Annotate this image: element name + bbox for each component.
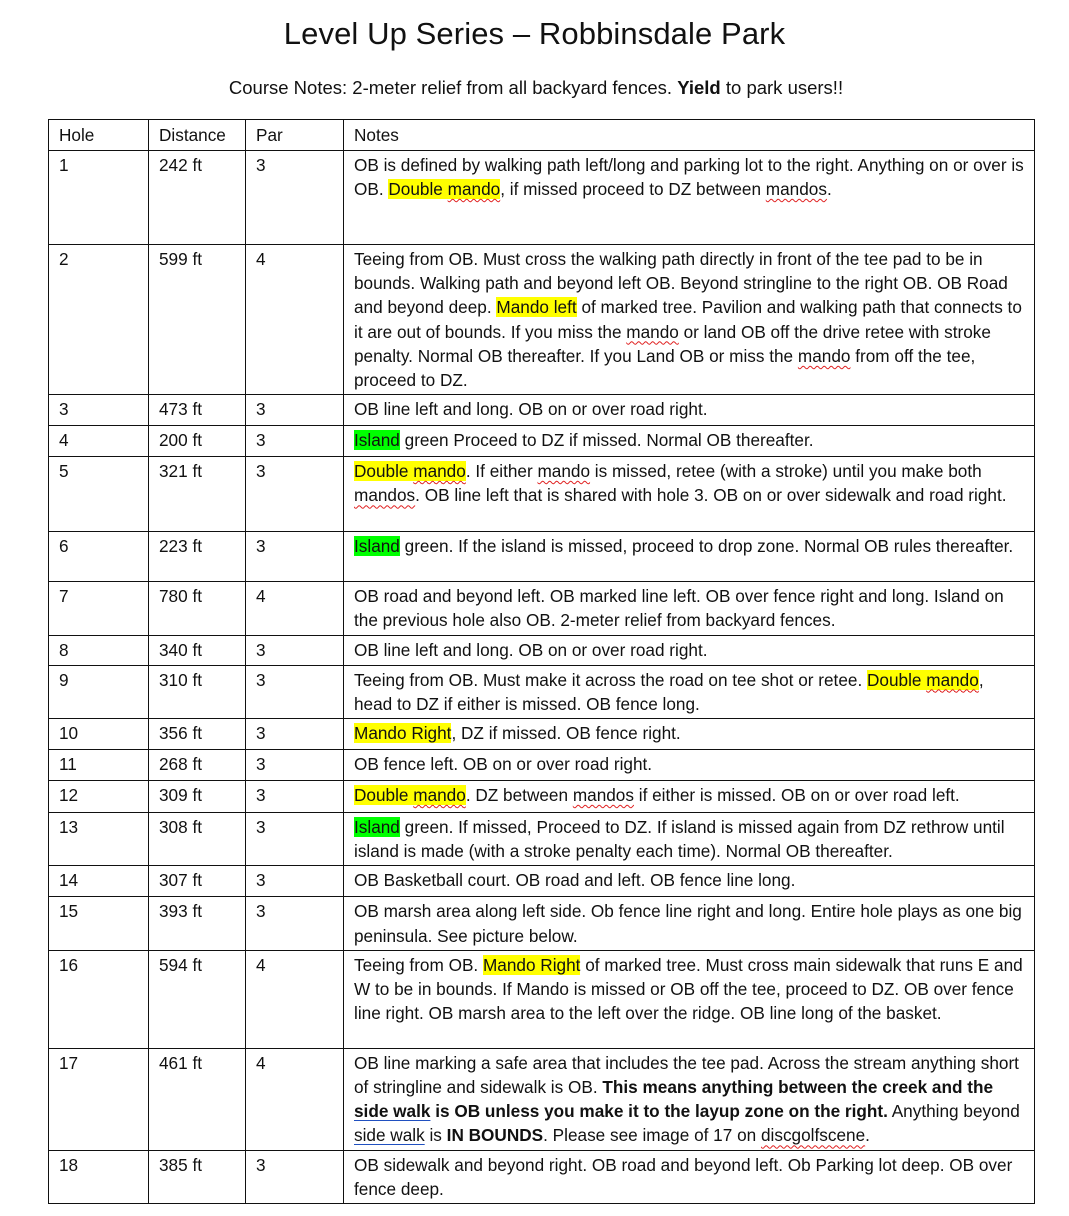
table-row: [49, 1048, 1035, 1150]
highlight-green: Island: [354, 817, 400, 838]
table-row: [49, 813, 1035, 866]
highlight-yellow: Double: [388, 179, 448, 200]
highlight-green: Island: [354, 536, 400, 557]
note-text: OB marsh area along left side. Ob fence line right and long. Entire hole plays as one big peninsula. See picture below.: [354, 901, 1022, 946]
cell-notes: [344, 1150, 1035, 1203]
cell-hole: 1: [49, 151, 149, 245]
cell-hole: 2: [49, 245, 149, 395]
note-text: side walk: [354, 1125, 425, 1146]
cell-distance: 200 ft: [149, 426, 246, 457]
highlight-yellow: Double: [354, 785, 414, 806]
note-text: mando: [797, 345, 851, 366]
table-row: [49, 245, 1035, 395]
cell-hole: 11: [49, 750, 149, 781]
cell-notes: [344, 426, 1035, 457]
cell-hole: 15: [49, 897, 149, 950]
table-row: [49, 582, 1035, 635]
cell-par: 3: [246, 813, 344, 866]
cell-hole: 7: [49, 582, 149, 635]
table-row: [49, 719, 1035, 750]
cell-distance: 594 ft: [149, 950, 246, 1048]
highlight-green: Island: [354, 430, 400, 451]
cell-par: 4: [246, 1048, 344, 1150]
cell-par: 3: [246, 665, 344, 718]
note-text: green. If the island is missed, proceed to drop zone. Normal OB rules thereafter.: [399, 536, 1014, 557]
note-text: discgolfscene: [760, 1125, 866, 1146]
cell-par: 3: [246, 151, 344, 245]
cell-notes: [344, 813, 1035, 866]
table-row: [49, 1150, 1035, 1203]
note-text: OB is defined by walking path left/long and parking lot to the right. Anything on or over is OB.: [354, 155, 1024, 200]
course-notes-bold: Yield: [677, 77, 721, 98]
cell-notes: [344, 750, 1035, 781]
note-text: of marked tree. Must cross main sidewalk that runs E and W to be in bounds. If Mando is missed or OB off the tee, proceed to DZ. OB over fence line right. OB marsh area to the left over the ridge. OB line long of the basket.: [354, 954, 1023, 1024]
table-header-row: [49, 120, 1035, 151]
cell-distance: 242 ft: [149, 151, 246, 245]
note-text: mando: [626, 321, 679, 342]
cell-par: 3: [246, 457, 344, 532]
cell-par: 3: [246, 866, 344, 897]
cell-par: 3: [246, 532, 344, 582]
header-par: Par: [246, 120, 344, 151]
header-distance: Distance: [149, 120, 246, 151]
highlight-yellow: Double: [867, 669, 927, 690]
note-text: or land OB off the drive retee with stroke penalty. Normal OB thereafter. If you Land OB or miss the: [354, 321, 991, 366]
cell-hole: 12: [49, 781, 149, 813]
note-text: is missed, retee (with a stroke) until you make both: [590, 461, 982, 482]
note-text: Teeing from OB. Must make it across the road on tee shot or retee.: [354, 669, 867, 690]
cell-notes: [344, 866, 1035, 897]
cell-par: 3: [246, 1150, 344, 1203]
table-row: [49, 635, 1035, 665]
note-text: . If either: [465, 461, 538, 482]
cell-notes: [344, 665, 1035, 718]
cell-par: 3: [246, 781, 344, 813]
note-text: Anything beyond: [887, 1101, 1020, 1122]
highlight-yellow: Mando Right: [354, 723, 452, 744]
table-row: [49, 665, 1035, 718]
cell-distance: 393 ft: [149, 897, 246, 950]
cell-hole: 3: [49, 395, 149, 426]
note-text: .: [865, 1125, 870, 1146]
cell-notes: [344, 395, 1035, 426]
note-text: . OB line left that is shared with hole 3. OB on or over sidewalk and road right.: [415, 485, 1007, 506]
note-text: of marked tree. Pavilion and walking path that connects to it are out of bounds. If you miss the: [354, 297, 1022, 342]
cell-hole: 10: [49, 719, 149, 750]
cell-notes: [344, 635, 1035, 665]
table-row: [49, 151, 1035, 245]
cell-hole: 6: [49, 532, 149, 582]
note-text: , DZ if missed. OB fence right.: [451, 723, 681, 744]
cell-distance: 268 ft: [149, 750, 246, 781]
cell-par: 3: [246, 635, 344, 665]
cell-notes: [344, 457, 1035, 532]
note-text: is: [424, 1125, 447, 1146]
table-row: [49, 866, 1035, 897]
cell-par: 4: [246, 245, 344, 395]
note-text: IN BOUNDS: [446, 1125, 544, 1146]
note-text: OB Basketball court. OB road and left. OB fence line long.: [354, 870, 796, 891]
cell-hole: 13: [49, 813, 149, 866]
highlight-yellow: mando: [447, 179, 501, 200]
note-text: . DZ between: [465, 785, 573, 806]
cell-distance: 223 ft: [149, 532, 246, 582]
note-text: mando: [537, 461, 591, 482]
cell-hole: 18: [49, 1150, 149, 1203]
note-text: . Please see image of 17 on: [543, 1125, 761, 1146]
note-text: OB line left and long. OB on or over road right.: [354, 639, 708, 660]
note-text: OB line left and long. OB on or over road right.: [354, 399, 708, 420]
cell-distance: 356 ft: [149, 719, 246, 750]
cell-notes: [344, 950, 1035, 1048]
cell-par: 3: [246, 395, 344, 426]
cell-notes: [344, 532, 1035, 582]
cell-notes: [344, 719, 1035, 750]
cell-distance: 340 ft: [149, 635, 246, 665]
note-text: green. If missed, Proceed to DZ. If island is missed again from DZ rethrow until island is made (with a stroke penalty each time). Normal OB thereafter.: [354, 817, 1005, 862]
course-notes: [0, 76, 1069, 100]
table-row: [49, 457, 1035, 532]
note-text: OB sidewalk and beyond right. OB road and beyond left. Ob Parking lot deep. OB over fence deep.: [354, 1154, 1013, 1199]
cell-par: 3: [246, 750, 344, 781]
course-notes-suffix: to park users!!: [720, 77, 844, 98]
cell-notes: [344, 582, 1035, 635]
highlight-yellow: mando: [926, 669, 979, 690]
cell-par: 4: [246, 582, 344, 635]
note-text: OB fence left. OB on or over road right.: [354, 754, 653, 775]
table-body: [49, 151, 1035, 1204]
document-title: Level Up Series – Robbinsdale Park: [283, 16, 786, 51]
highlight-yellow: Mando Right: [482, 954, 581, 975]
cell-distance: 309 ft: [149, 781, 246, 813]
cell-hole: 14: [49, 866, 149, 897]
table-row: [49, 950, 1035, 1048]
note-text: if either is missed. OB on or over road left.: [633, 785, 960, 806]
course-notes-prefix: Course Notes: 2-meter relief from all backyard fences.: [228, 77, 678, 98]
cell-par: 3: [246, 426, 344, 457]
cell-par: 4: [246, 950, 344, 1048]
cell-notes: [344, 781, 1035, 813]
note-text: from off the tee, proceed to DZ.: [354, 345, 976, 391]
highlight-yellow: mando: [413, 461, 466, 482]
cell-distance: 780 ft: [149, 582, 246, 635]
note-text: Teeing from OB. Must cross the walking path directly in front of the tee pad to be in bounds. Walking path and beyond left OB. Beyond stringline to the right OB. OB Road and beyond deep.: [354, 249, 1008, 318]
cell-hole: 8: [49, 635, 149, 665]
cell-hole: 5: [49, 457, 149, 532]
header-notes: Notes: [344, 120, 1035, 151]
note-text: mandos: [354, 485, 416, 506]
table-row: [49, 532, 1035, 582]
table-row: [49, 426, 1035, 457]
cell-hole: 16: [49, 950, 149, 1048]
table-row: [49, 750, 1035, 781]
note-text: , head to DZ if either is missed. OB fence long.: [354, 669, 984, 714]
cell-hole: 4: [49, 426, 149, 457]
note-text: OB line marking a safe area that includes the tee pad. Across the stream anything short of stringline and sidewalk is OB.: [354, 1052, 1019, 1098]
cell-notes: [344, 245, 1035, 395]
cell-distance: 599 ft: [149, 245, 246, 395]
note-text: OB road and beyond left. OB marked line left. OB over fence right and long. Island on the previous hole also OB. 2-meter relief from backyard fences.: [354, 586, 1004, 631]
cell-distance: 307 ft: [149, 866, 246, 897]
cell-par: 3: [246, 719, 344, 750]
highlight-yellow: mando: [413, 785, 466, 806]
note-text: mandos: [572, 785, 634, 806]
cell-notes: [344, 151, 1035, 245]
cell-distance: 461 ft: [149, 1048, 246, 1150]
header-hole: Hole: [49, 120, 149, 151]
highlight-yellow: Mando left: [496, 297, 577, 318]
note-text: , if missed proceed to DZ between: [500, 179, 766, 200]
note-text: This means anything between the creek and the: [602, 1077, 994, 1098]
note-text: .: [826, 179, 832, 200]
cell-notes: [344, 897, 1035, 950]
note-text: Teeing from OB.: [354, 954, 483, 975]
table-row: [49, 395, 1035, 426]
cell-distance: 308 ft: [149, 813, 246, 866]
cell-distance: 385 ft: [149, 1150, 246, 1203]
cell-par: 3: [246, 897, 344, 950]
cell-notes: [344, 1048, 1035, 1150]
cell-distance: 310 ft: [149, 665, 246, 718]
table-row: [49, 897, 1035, 950]
cell-hole: 17: [49, 1048, 149, 1150]
note-text: green Proceed to DZ if missed. Normal OB thereafter.: [399, 430, 814, 451]
cell-distance: 473 ft: [149, 395, 246, 426]
course-rules-table: [48, 119, 1035, 1204]
note-text: is OB unless you make it to the layup zone on the right.: [430, 1101, 888, 1122]
cell-distance: 321 ft: [149, 457, 246, 532]
table-row: [49, 781, 1035, 813]
cell-hole: 9: [49, 665, 149, 718]
highlight-yellow: Double: [354, 461, 414, 482]
note-text: side walk: [354, 1101, 431, 1122]
note-text: mandos: [765, 179, 827, 200]
